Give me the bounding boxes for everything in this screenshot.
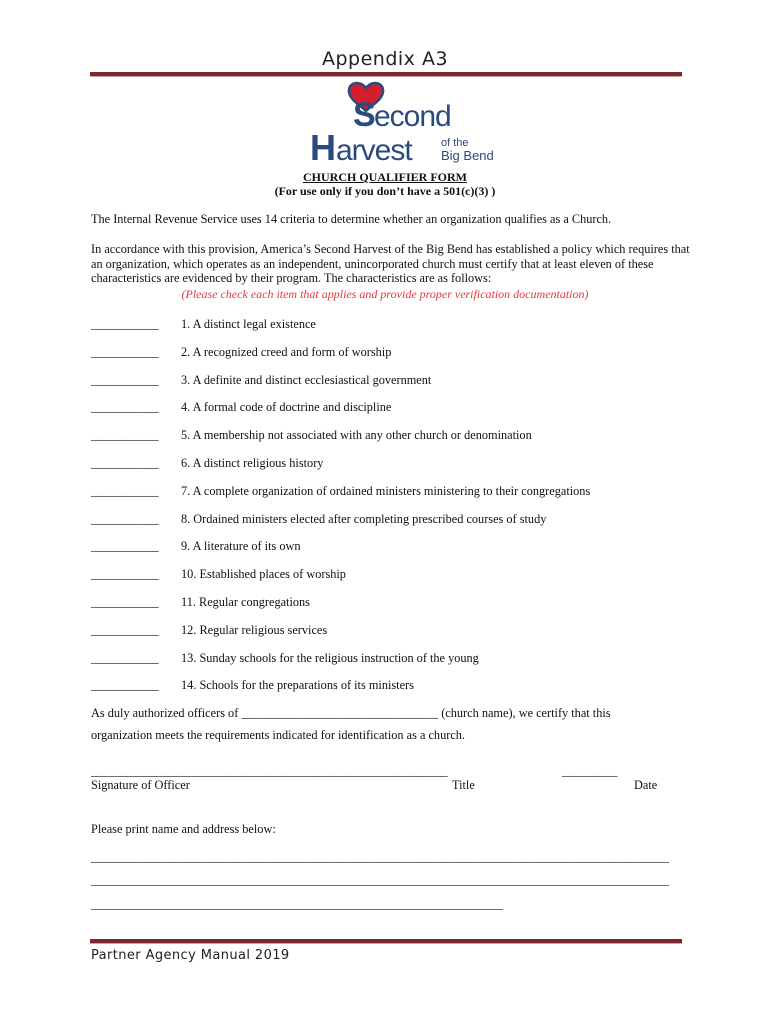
criteria-item	[91, 373, 691, 389]
form-subtitle: (For use only if you don’t have a 501(c)(3) )	[274, 184, 496, 198]
criteria-item	[91, 567, 691, 583]
footer-text: Partner Agency Manual 2019	[91, 948, 290, 963]
svg-text:arvest: arvest	[336, 134, 412, 164]
title-label: Title	[452, 778, 475, 792]
address-field-1[interactable]: ______________________________________________________________________________________________	[91, 850, 669, 864]
certify-text-1: As duly authorized officers of ________________________________ (church name), we certify that this	[91, 706, 611, 720]
criteria-checkbox-blank[interactable]: ___________	[91, 400, 159, 415]
criteria-item	[91, 317, 691, 333]
svg-text:of the: of the	[441, 137, 469, 149]
criteria-checkbox-blank[interactable]: ___________	[91, 678, 159, 693]
criteria-label: 6. A distinct religious history	[181, 456, 324, 470]
criteria-checkbox-blank[interactable]: ___________	[91, 567, 159, 582]
criteria-label: 4. A formal code of doctrine and discipline	[181, 400, 392, 415]
certify-text-2: organization meets the requirements indicated for identification as a church.	[91, 728, 466, 742]
header-divider	[90, 72, 682, 77]
address-field-2[interactable]: ______________________________________________________________________________________________	[91, 873, 669, 887]
criteria-item	[91, 539, 691, 555]
criteria-item	[91, 678, 691, 694]
criteria-label: 10. Established places of worship	[181, 567, 346, 582]
second-harvest-logo	[308, 80, 498, 164]
date-label: Date	[634, 778, 658, 792]
date-field[interactable]: _________	[562, 764, 618, 778]
criteria-checkbox-blank[interactable]: ___________	[91, 650, 159, 665]
criteria-label: 5. A membership not associated with any other church or denomination	[181, 428, 532, 443]
criteria-label: 13. Sunday schools for the religious instruction of the young	[181, 650, 479, 665]
print-prompt: Please print name and address below:	[91, 822, 276, 836]
svg-text:Big Bend: Big Bend	[441, 148, 494, 163]
criteria-label: 8. Ordained ministers elected after completing prescribed courses of study	[181, 511, 547, 526]
signature-field[interactable]: __________________________________________________________	[91, 764, 448, 778]
criteria-checkbox-blank[interactable]: ___________	[91, 372, 159, 387]
svg-text:H: H	[310, 127, 335, 164]
criteria-item	[91, 623, 691, 639]
criteria-checkbox-blank[interactable]: ___________	[91, 428, 159, 443]
criteria-label: 1. A distinct legal existence	[181, 317, 316, 331]
intro-text: The Internal Revenue Service uses 14 criteria to determine whether an organization qualifies as a Church.	[91, 212, 612, 226]
page-title: Appendix A3	[321, 48, 449, 70]
address-field-3[interactable]: ___________________________________________________________________	[91, 897, 503, 911]
criteria-item	[91, 400, 691, 416]
footer-divider	[90, 939, 682, 944]
criteria-checkbox-blank[interactable]: ___________	[91, 595, 159, 609]
criteria-checkbox-blank[interactable]: ___________	[91, 483, 159, 498]
form-title: CHURCH QUALIFIER FORM	[303, 170, 467, 184]
criteria-checkbox-blank[interactable]: ___________	[91, 456, 159, 470]
criteria-label: 12. Regular religious services	[181, 622, 328, 637]
criteria-label: 7. A complete organization of ordained ministers ministering to their congregations	[181, 483, 591, 498]
criteria-item	[91, 651, 691, 667]
criteria-checkbox-blank[interactable]: ___________	[91, 317, 159, 331]
criteria-item	[91, 456, 691, 472]
criteria-checkbox-blank[interactable]: ___________	[91, 622, 159, 637]
criteria-item	[91, 345, 691, 361]
instruction-text: (Please check each item that applies and provide proper verification documentation)	[181, 287, 589, 301]
signature-label: Signature of Officer	[91, 778, 190, 792]
criteria-checkbox-blank[interactable]: ___________	[91, 511, 159, 526]
criteria-item	[91, 512, 691, 528]
criteria-item	[91, 428, 691, 444]
criteria-label: 2. A recognized creed and form of worship	[181, 344, 392, 359]
criteria-label: 11. Regular congregations	[181, 595, 310, 609]
svg-text:econd: econd	[374, 100, 451, 133]
criteria-label: 3. A definite and distinct ecclesiastical government	[181, 372, 432, 387]
criteria-item	[91, 484, 691, 500]
criteria-checkbox-blank[interactable]: ___________	[91, 344, 159, 359]
criteria-label: 9. A literature of its own	[181, 539, 301, 554]
criteria-label: 14. Schools for the preparations of its ministers	[181, 678, 414, 693]
criteria-item	[91, 595, 691, 611]
svg-text:S: S	[353, 96, 375, 134]
criteria-checkbox-blank[interactable]: ___________	[91, 539, 159, 554]
policy-text: In accordance with this provision, America’s Second Harvest of the Big Bend has established a policy which requires that an organization, which operates as an independent, unincorporated church must certify that at least eleven of these characteristics are evidenced by their program. The characteristics are as follows:	[91, 242, 690, 285]
